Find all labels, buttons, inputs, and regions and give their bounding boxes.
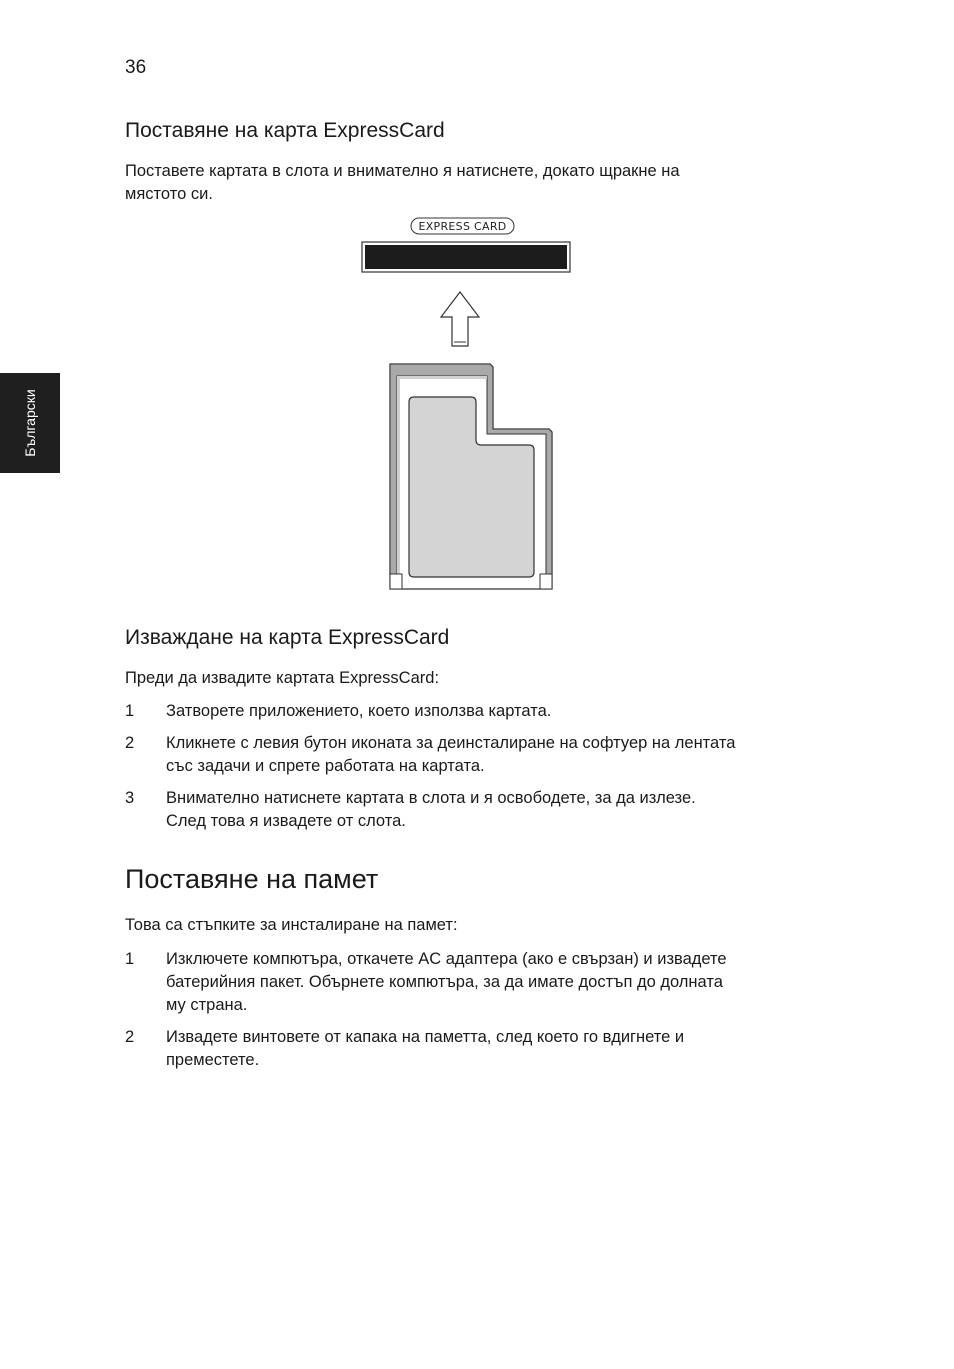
card-corner-notch-right	[540, 574, 552, 589]
memory-step-number: 1	[125, 950, 135, 968]
eject-step-number: 1	[125, 702, 135, 720]
eject-step-text	[166, 700, 816, 723]
eject-step-line: Внимателно натиснете картата в слота и я освободете, за да излезе.	[166, 789, 696, 807]
memory-step-line: батерийния пакет. Обърнете компютъра, за да имате достъп до долната	[166, 973, 723, 991]
memory-step-line: преместете.	[166, 1051, 260, 1069]
memory-section-heading: Поставяне на памет	[125, 864, 379, 894]
expresscard-label-area	[409, 397, 534, 577]
insert-direction-arrow	[441, 292, 479, 346]
insert-card-heading: Поставяне на карта ExpressCard	[125, 119, 445, 142]
eject-step-line: Кликнете с левия бутон иконата за деинсталиране на софтуер на лентата	[166, 734, 736, 752]
eject-card-heading: Изваждане на карта ExpressCard	[125, 626, 450, 649]
eject-step-line: След това я извадете от слота.	[166, 812, 406, 830]
insert-card-body-line1: Поставете картата в слота и внимателно я натиснете, докато щракне на	[125, 162, 680, 180]
language-side-tab	[0, 373, 60, 473]
memory-step-line: му страна.	[166, 996, 248, 1014]
insert-card-body-line2: мястото си.	[125, 185, 213, 203]
eject-step-number: 2	[125, 734, 135, 752]
memory-step-line: Изключете компютъра, откачете AC адаптера (ако е свързан) и извадете	[166, 950, 727, 968]
eject-step-text	[166, 732, 816, 778]
slot-label: EXPRESS CARD	[418, 220, 507, 233]
eject-step-line: със задачи и спрете работата на картата.	[166, 757, 485, 775]
memory-intro: Това са стъпките за инсталиране на памет:	[125, 916, 458, 934]
eject-card-intro: Преди да извадите картата ExpressCard:	[125, 669, 440, 687]
language-side-tab-label: Български	[22, 389, 38, 457]
memory-step-line: Извадете винтовете от капака на паметта, след което го вдигнете и	[166, 1028, 685, 1046]
card-slot-opening	[365, 245, 567, 269]
eject-step-text	[166, 787, 816, 833]
page-number: 36	[125, 57, 147, 78]
memory-step-number: 2	[125, 1028, 135, 1046]
expresscard-insertion-diagram	[355, 214, 580, 594]
memory-step-text	[166, 948, 816, 1017]
eject-step-number: 3	[125, 789, 135, 807]
card-corner-notch-left	[390, 574, 402, 589]
memory-step-text	[166, 1026, 816, 1072]
eject-step-line: Затворете приложението, което използва картата.	[166, 702, 552, 720]
